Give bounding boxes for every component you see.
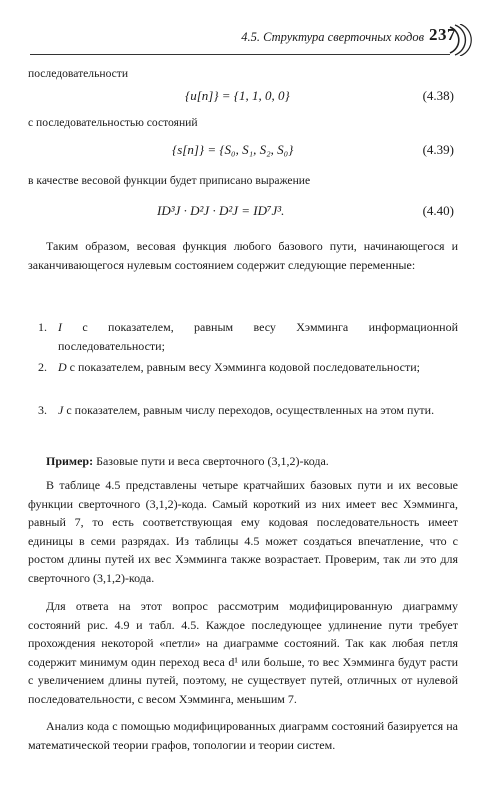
text-line-1: последовательности [28,67,129,80]
paragraph-state-diagram: Для ответа на этот вопрос рассмотрим модифицированную диаграмму состояний рис. 4.9 и табл. 4.5. Каждое последующее удлинение пути требует прохождения некоторой «петли» на диаграмме состояний. Так как любая петля содержит минимум один переход веса d¹ или больше, то вес Хэмминга будут расти с увеличением длины путей, поэтому, не существует путей, отличных от нулевой последовательности, с весом Хэмминга, меньшим 7. [28,599,458,706]
equation-number-4-40: (4.40) [422,203,454,218]
equation-number-4-38: (4.38) [422,88,454,103]
list-number: 1. [38,320,47,334]
paragraph-graph-theory: Анализ кода с помощью модифицированных диаграмм состояний базируется на математической теории графов, топологии и теории систем. [28,719,458,752]
paragraph-weight-function: Таким образом, весовая функция любого базового пути, начинающегося и заканчивающегося нулевым состоянием содержит следующие переменные: [28,239,458,272]
example-label: Пример: [46,454,94,468]
running-header [0,24,494,52]
header-rule [30,54,450,55]
list-item-2 [28,358,458,377]
list-item-1 [28,318,458,355]
page-number: 237 [429,25,456,44]
variable-d: D [58,360,67,374]
list-number: 2. [38,360,47,374]
equation-4-39: {s[n]} = {S₀, S₁, S₂, S₀} [172,142,294,157]
equation-4-40: ID³J · D²J · D²J = ID⁷J³. [157,203,285,218]
text-line-3: в качестве весовой функции будет приписано выражение [28,174,311,187]
example-text: Базовые пути и веса сверточного (3,1,2)-кода. [93,454,329,468]
list-text: с показателем, равным числу переходов, осуществленных на этом пути. [63,403,435,417]
list-text: с показателем, равным весу Хэмминга кодовой последовательности; [66,360,420,374]
list-text: с показателем, равным весу Хэмминга информационной последовательности; [58,320,458,353]
decorative-arcs-icon [446,24,472,56]
example-heading [28,452,458,471]
list-number: 3. [38,403,47,417]
equation-number-4-39: (4.39) [422,142,454,157]
equation-4-38: {u[n]} = {1, 1, 0, 0} [185,88,290,103]
variable-i: I [58,320,62,334]
text-line-2: с последовательностью состояний [28,116,198,129]
variable-j: J [58,403,64,417]
paragraph-table-4-5: В таблице 4.5 представлены четыре кратчайших базовых пути и их весовые функции сверточного (3,1,2)-кода. Самый короткий из них имеет вес Хэмминга, равный 7, то есть соответствующая ему кодовая последовательность имеет единицы в семи разрядах. Из таблицы 4.5 может создаться впечатление, что с ростом длины путей их вес Хэмминга также возрастает. Проверим, так ли это для сверточного (3,1,2)-кода. [28,478,458,585]
running-title: 4.5. Структура сверточных кодов [241,30,424,44]
list-item-3 [28,401,458,420]
